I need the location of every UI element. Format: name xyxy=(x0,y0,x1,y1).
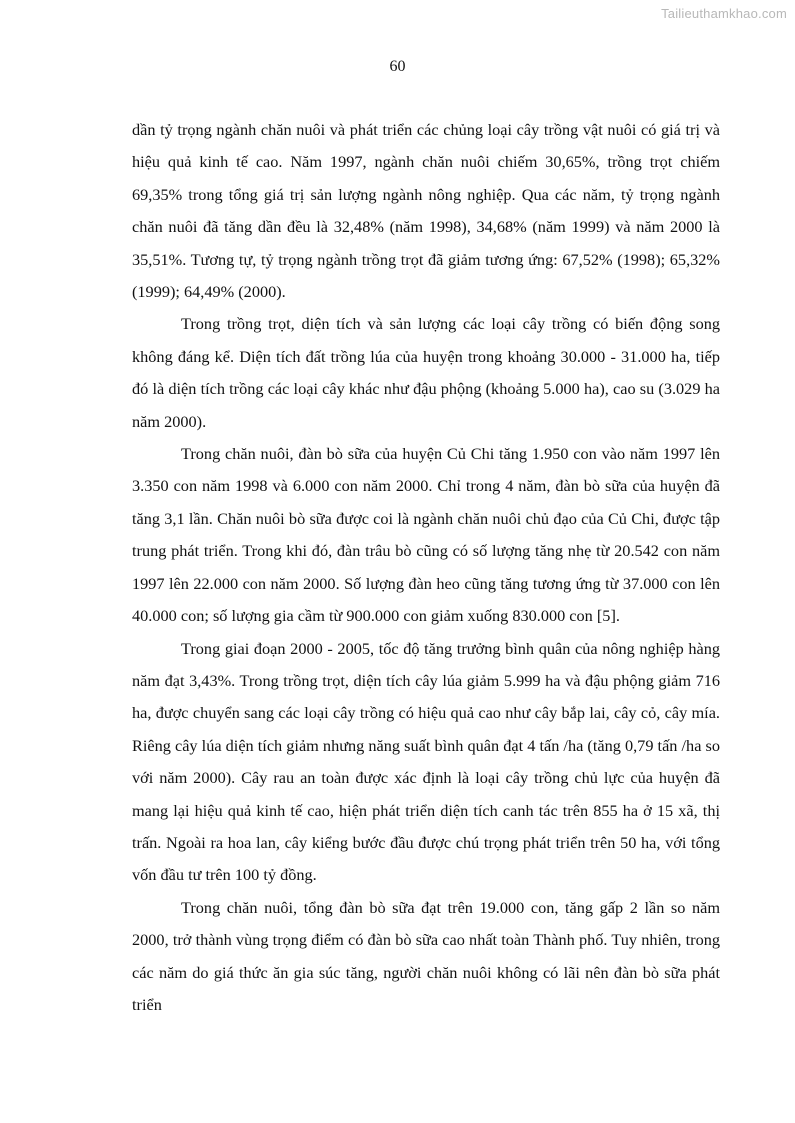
document-body xyxy=(132,114,720,1021)
watermark: Tailieuthamkhao.com xyxy=(661,6,787,21)
paragraph-5: Trong chăn nuôi, tổng đàn bò sữa đạt trên 19.000 con, tăng gấp 2 lần so năm 2000, trở thành vùng trọng điểm có đàn bò sữa cao nhất toàn Thành phố. Tuy nhiên, trong các năm do giá thức ăn gia súc tăng, người chăn nuôi không có lãi nên đàn bò sữa phát triển xyxy=(132,897,720,1014)
paragraph-4: Trong giai đoạn 2000 - 2005, tốc độ tăng trưởng bình quân của nông nghiệp hàng năm đạt 3,43%. Trong trồng trọt, diện tích cây lúa giảm 5.999 ha và đậu phộng giảm 716 ha, được chuyển sang các loại cây trồng có hiệu quả cao như cây bắp lai, cây cỏ, cây mía. Riêng cây lúa diện tích giảm nhưng năng suất bình quân đạt 4 tấn /ha (tăng 0,79 tấn /ha so với năm 2000). Cây rau an toàn được xác định là loại cây trồng chủ lực của huyện đã mang lại hiệu quả kinh tế cao, hiện phát triển diện tích canh tác trên 855 ha ở 15 xã, thị trấn. Ngoài ra hoa lan, cây kiểng bước đầu được chú trọng phát triển trên 50 ha, với tổng vốn đầu tư trên 100 tỷ đồng. xyxy=(132,638,720,885)
page-number: 60 xyxy=(389,58,406,75)
paragraph-2: Trong trồng trọt, diện tích và sản lượng các loại cây trồng có biến động song không đáng kể. Diện tích đất trồng lúa của huyện trong khoảng 30.000 - 31.000 ha, tiếp đó là diện tích trồng các loại cây khác như đậu phộng (khoảng 5.000 ha), cao su (3.029 ha năm 2000). xyxy=(132,314,720,431)
paragraph-3: Trong chăn nuôi, đàn bò sữa của huyện Củ Chi tăng 1.950 con vào năm 1997 lên 3.350 con năm 1998 và 6.000 con năm 2000. Chỉ trong 4 năm, đàn bò sữa của huyện đã tăng 3,1 lần. Chăn nuôi bò sữa được coi là ngành chăn nuôi chủ đạo của Củ Chi, được tập trung phát triển. Trong khi đó, đàn trâu bò cũng có số lượng tăng nhẹ từ 20.542 con năm 1997 lên 22.000 con năm 2000. Số lượng đàn heo cũng tăng tương ứng từ 37.000 con lên 40.000 con; số lượng gia cầm từ 900.000 con giảm xuống 830.000 con [5]. xyxy=(132,444,720,626)
paragraph-1: dần tỷ trọng ngành chăn nuôi và phát triển các chủng loại cây trồng vật nuôi có giá trị và hiệu quả kinh tế cao. Năm 1997, ngành chăn nuôi chiếm 30,65%, trồng trọt chiếm 69,35% trong tổng giá trị sản lượng ngành nông nghiệp. Qua các năm, tỷ trọng ngành chăn nuôi đã tăng dần đều là 32,48% (năm 1998), 34,68% (năm 1999) và năm 2000 là 35,51%. Tương tự, tỷ trọng ngành trồng trọt đã giảm tương ứng: 67,52% (1998); 65,32% (1999); 64,49% (2000). xyxy=(132,120,720,302)
